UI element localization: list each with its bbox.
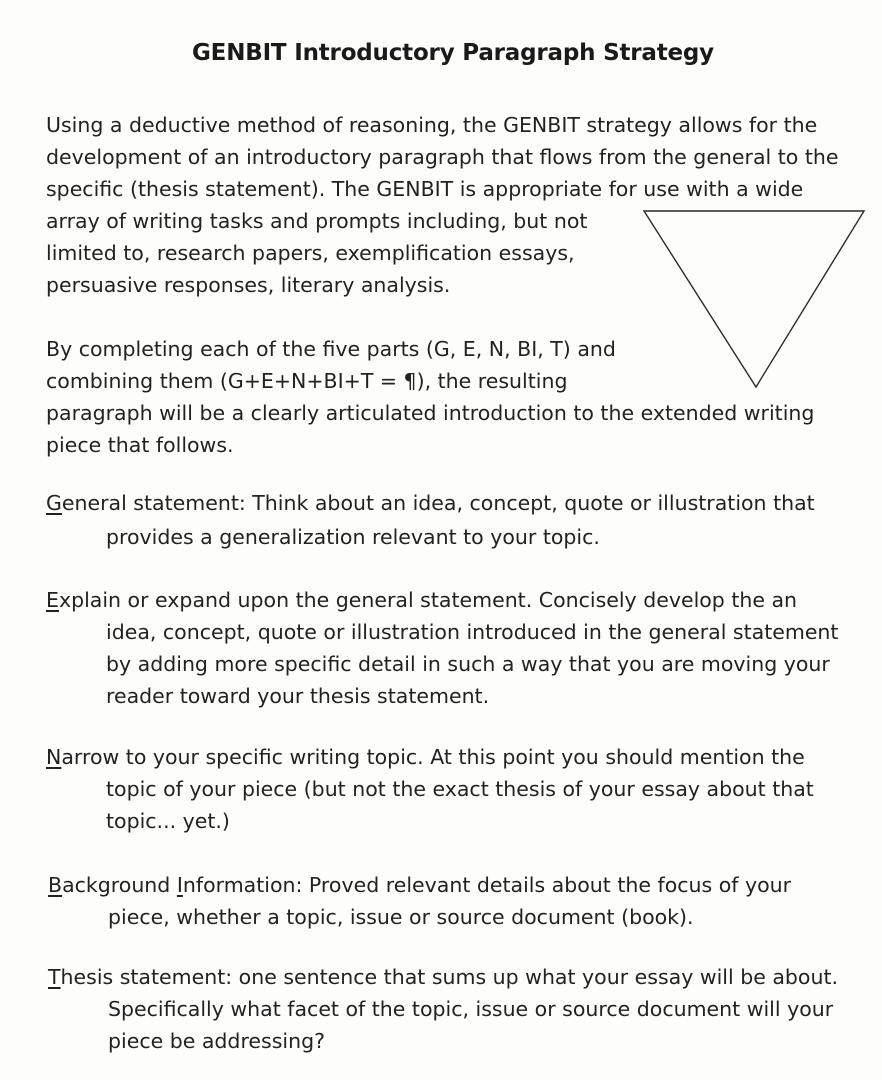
explain-line-2: idea, concept, quote or illustration introduced in the general statement [106,620,839,644]
narrow-first-line: arrow to your specific writing topic. At this point you should mention the [61,745,805,769]
intro-line-6: persuasive responses, literary analysis. [46,273,451,297]
intro-line-2: development of an introductory paragraph that flows from the general to the [46,145,839,169]
narrow-line-3: topic... yet.) [106,809,230,833]
explain-line-3: by adding more specific detail in such a way that you are moving your [106,652,830,676]
explain-letter: E [46,588,59,612]
narrow-heading [46,742,805,772]
narrow-letter: N [46,745,62,769]
general-first-line: eneral statement: Think about an idea, concept, quote or illustration that [61,491,815,515]
explain-heading [46,585,797,615]
background-mid: ackground [62,873,177,897]
combine-line-2: combining them (G+E+N+BI+T = ¶), the resulting [46,369,568,393]
document-title: GENBIT Introductory Paragraph Strategy [192,40,714,66]
thesis-line-3: piece be addressing? [108,1029,325,1053]
triangle-shape [644,211,864,387]
intro-line-1: Using a deductive method of reasoning, the GENBIT strategy allows for the [46,113,818,137]
thesis-heading [48,962,838,992]
information-letter: I [176,873,183,897]
combine-line-3: paragraph will be a clearly articulated introduction to the extended writing [46,401,815,425]
background-line-2: piece, whether a topic, issue or source document (book). [108,905,694,929]
explain-line-4: reader toward your thesis statement. [106,684,490,708]
thesis-first-line: hesis statement: one sentence that sums up what your essay will be about. [60,965,839,989]
intro-line-4: array of writing tasks and prompts including, but not [46,209,588,233]
combine-line-1: By completing each of the five parts (G, E, N, BI, T) and [46,337,616,361]
general-line-2: provides a generalization relevant to your topic. [106,525,600,549]
background-first-line: nformation: Proved relevant details about the focus of your [182,873,792,897]
general-letter: G [46,491,62,515]
intro-line-3: specific (thesis statement). The GENBIT is appropriate for use with a wide [46,177,804,201]
narrow-line-2: topic of your piece (but not the exact thesis of your essay about that [106,777,814,801]
thesis-line-2: Specifically what facet of the topic, issue or source document will your [108,997,834,1021]
thesis-letter: T [48,965,61,989]
inverted-triangle-diagram [640,205,870,395]
background-letter: B [48,873,63,897]
general-statement-heading [46,488,815,518]
background-heading [48,870,791,900]
explain-first-line: xplain or expand upon the general statement. Concisely develop the an [58,588,798,612]
intro-line-5: limited to, research papers, exemplification essays, [46,241,575,265]
combine-line-4: piece that follows. [46,433,234,457]
